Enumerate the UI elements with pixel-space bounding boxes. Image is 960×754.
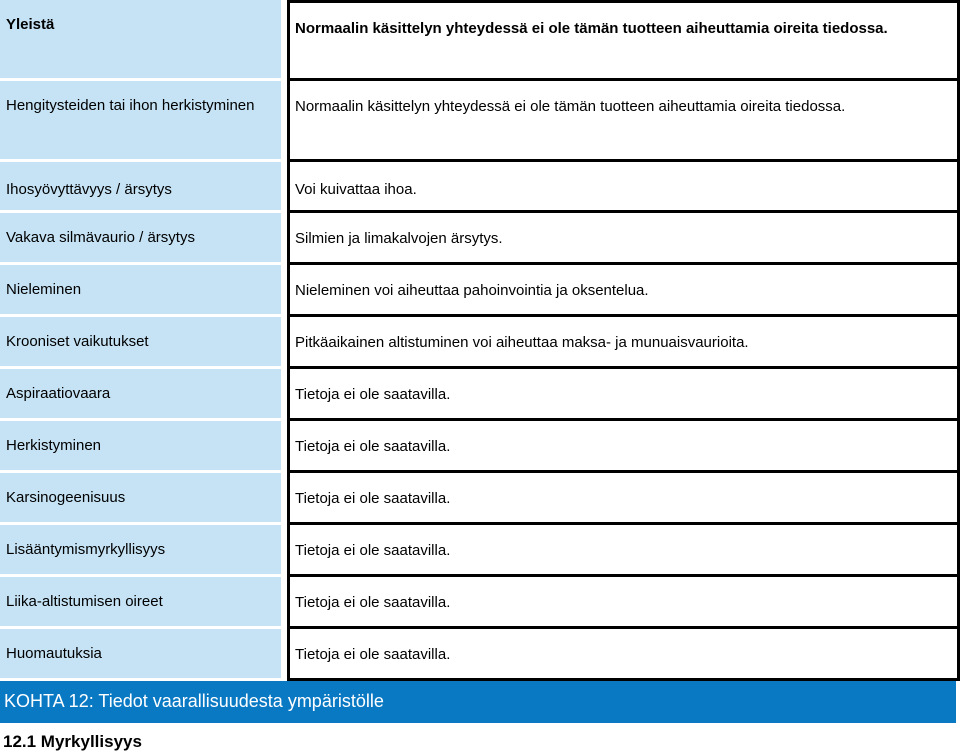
row-label: Lisääntymismyrkyllisyys [0, 525, 281, 577]
section-heading-bar: KOHTA 12: Tiedot vaarallisuudesta ympäristölle [0, 681, 956, 723]
table-row [0, 369, 960, 421]
table-row [0, 473, 960, 525]
row-label: Liika-altistumisen oireet [0, 577, 281, 629]
row-label: Vakava silmävaurio / ärsytys [0, 213, 281, 265]
table-row [0, 0, 960, 81]
row-label: Huomautuksia [0, 629, 281, 681]
row-label: Herkistyminen [0, 421, 281, 473]
table-row [0, 421, 960, 473]
row-label: Yleistä [0, 0, 281, 81]
row-label: Nieleminen [0, 265, 281, 317]
row-value: Normaalin käsittelyn yhteydessä ei ole tämän tuotteen aiheuttamia oireita tiedossa. [287, 81, 960, 162]
table-row [0, 525, 960, 577]
table-row [0, 317, 960, 369]
row-value: Voi kuivattaa ihoa. [287, 162, 960, 213]
table-row [0, 213, 960, 265]
row-value: Tietoja ei ole saatavilla. [287, 525, 960, 577]
row-label: Hengitysteiden tai ihon herkistyminen [0, 81, 281, 162]
table-row [0, 162, 960, 213]
row-label: Aspiraatiovaara [0, 369, 281, 421]
row-value: Tietoja ei ole saatavilla. [287, 577, 960, 629]
subsection-heading: 12.1 Myrkyllisyys [3, 732, 142, 751]
row-label: Karsinogeenisuus [0, 473, 281, 525]
row-value: Silmien ja limakalvojen ärsytys. [287, 213, 960, 265]
table-row [0, 265, 960, 317]
row-value: Tietoja ei ole saatavilla. [287, 421, 960, 473]
table-row [0, 629, 960, 681]
row-value: Nieleminen voi aiheuttaa pahoinvointia ja oksentelua. [287, 265, 960, 317]
row-label: Krooniset vaikutukset [0, 317, 281, 369]
row-value: Normaalin käsittelyn yhteydessä ei ole tämän tuotteen aiheuttamia oireita tiedossa. [287, 0, 960, 81]
row-value: Tietoja ei ole saatavilla. [287, 629, 960, 681]
table-row [0, 577, 960, 629]
row-value: Tietoja ei ole saatavilla. [287, 369, 960, 421]
row-label: Ihosyövyttävyys / ärsytys [0, 162, 281, 213]
row-value: Tietoja ei ole saatavilla. [287, 473, 960, 525]
row-value: Pitkäaikainen altistuminen voi aiheuttaa maksa- ja munuaisvaurioita. [287, 317, 960, 369]
table-row [0, 81, 960, 162]
